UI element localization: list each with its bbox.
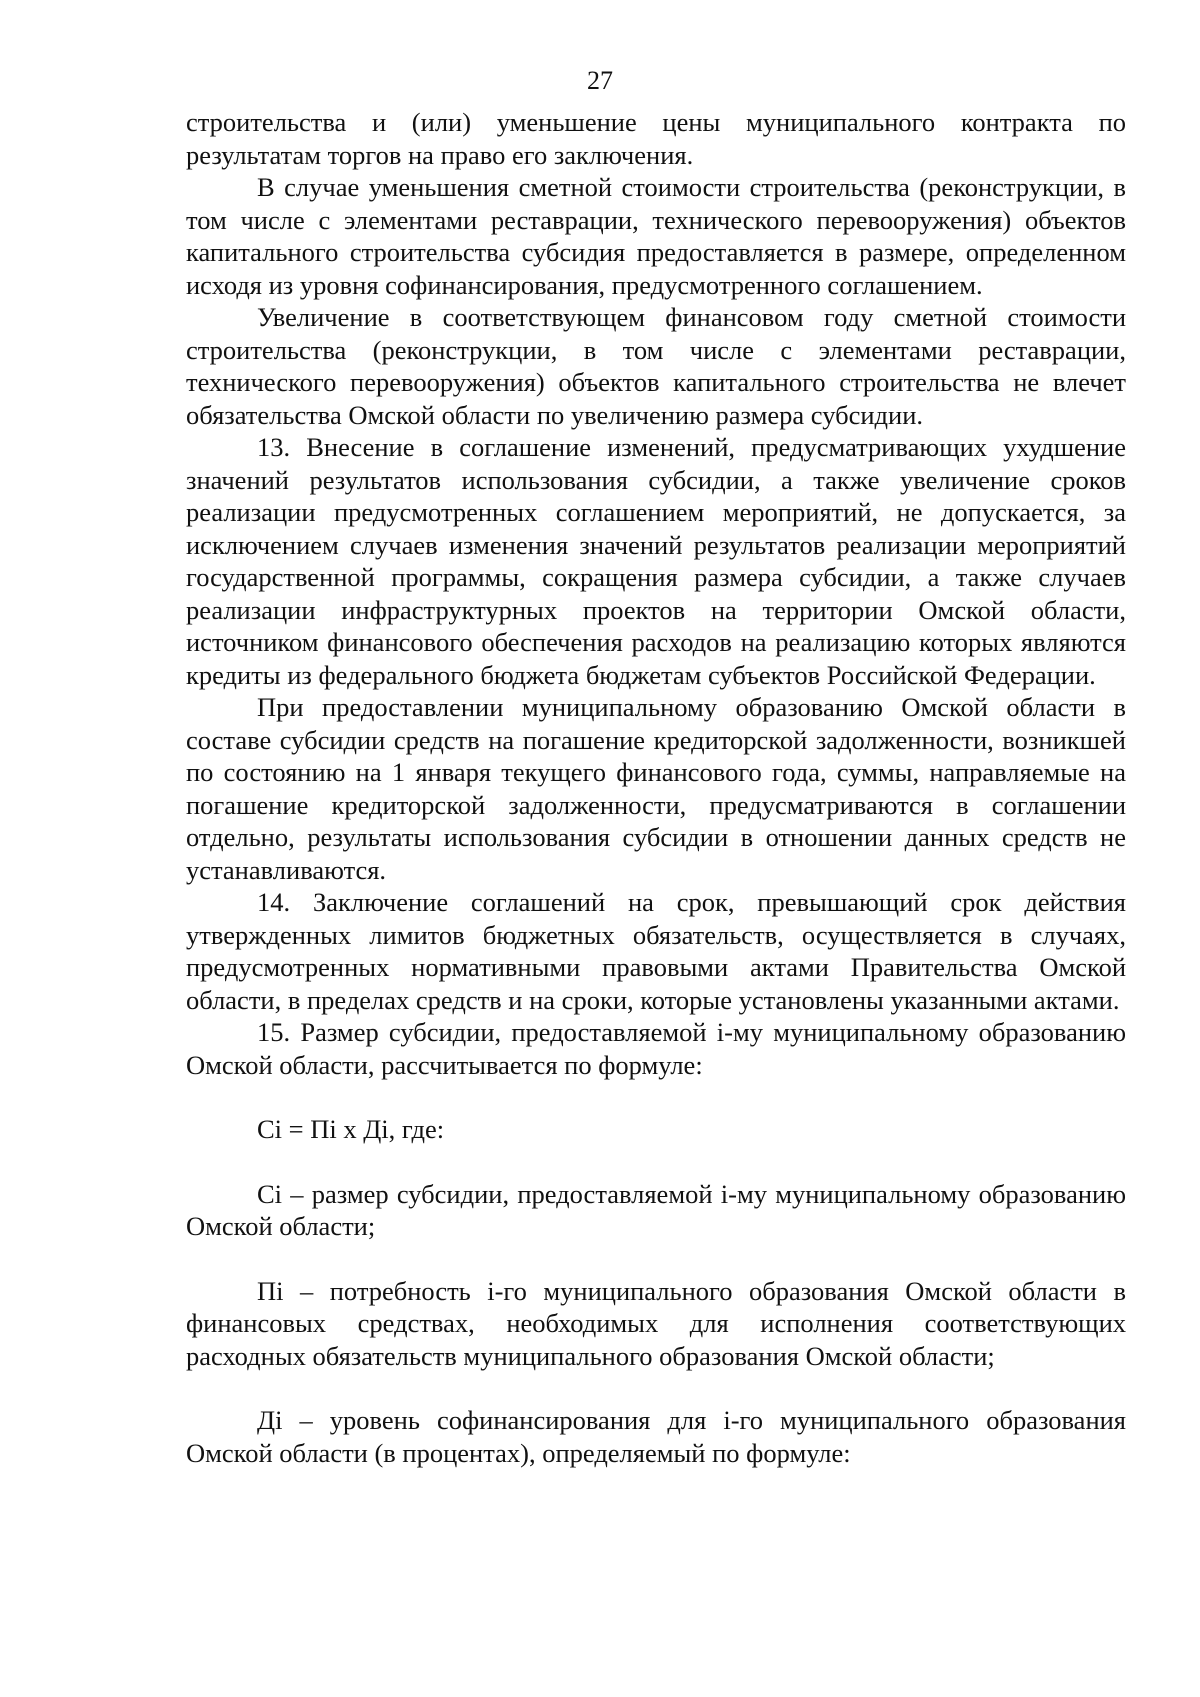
paragraph-estimate-reduction: В случае уменьшения сметной стоимости строительства (реконструкции, в том числе с элементами реставрации, технического перевооружения) объектов капитального строительства субсидия предоставляется в размере, определенном исходя из уровня софинансирования, предусмотренного соглашением. bbox=[186, 172, 1126, 300]
page-number: 27 bbox=[587, 66, 613, 95]
definition-di: Дi – уровень софинансирования для i-го муниципального образования Омской области (в процентах), определяемый по формуле: bbox=[186, 1405, 1126, 1468]
paragraph-estimate-increase: Увеличение в соответствующем финансовом году сметной стоимости строительства (реконструкции, в том числе с элементами реставрации, технического перевооружения) объектов капитального строительства не влечет обязательства Омской области по увеличению размера субсидии. bbox=[186, 302, 1126, 430]
paragraph-item-14: 14. Заключение соглашений на срок, превышающий срок действия утвержденных лимитов бюджетных обязательств, осуществляется в случаях, предусмотренных нормативными правовыми актами Правительства Омской области, в пределах средств и на сроки, которые установлены указанными актами. bbox=[186, 887, 1126, 1015]
document-body bbox=[186, 106, 1126, 1469]
paragraph-continuation: строительства и (или) уменьшение цены муниципального контракта по результатам торгов на право его заключения. bbox=[186, 107, 1126, 170]
formula-line: Сi = Пi х Дi, где: bbox=[257, 1114, 445, 1144]
paragraph-item-13: 13. Внесение в соглашение изменений, предусматривающих ухудшение значений результатов использования субсидии, а также увеличение сроков реализации предусмотренных соглашением мероприятий, не допускается, за исключением случаев изменения значений результатов реализации мероприятий государственной программы, сокращения размера субсидии, а также случаев реализации инфраструктурных проектов на территории Омской области, источником финансового обеспечения расходов на реализацию которых являются кредиты из федерального бюджета бюджетам субъектов Российской Федерации. bbox=[186, 432, 1126, 690]
definition-pi: Пi – потребность i-го муниципального образования Омской области в финансовых средствах, необходимых для исполнения соответствующих расходных обязательств муниципального образования Омской области; bbox=[186, 1275, 1126, 1371]
paragraph-item-15: 15. Размер субсидии, предоставляемой i-му муниципальному образованию Омской области, рассчитывается по формуле: bbox=[186, 1017, 1126, 1080]
paragraph-creditor-debt: При предоставлении муниципальному образованию Омской области в составе субсидии средств на погашение кредиторской задолженности, возникшей по состоянию на 1 января текущего финансового года, суммы, направляемые на погашение кредиторской задолженности, предусматриваются в соглашении отдельно, результаты использования субсидии в отношении данных средств не устанавливаются. bbox=[186, 692, 1126, 885]
definition-ci: Сi – размер субсидии, предоставляемой i-му муниципальному образованию Омской области; bbox=[186, 1178, 1126, 1241]
